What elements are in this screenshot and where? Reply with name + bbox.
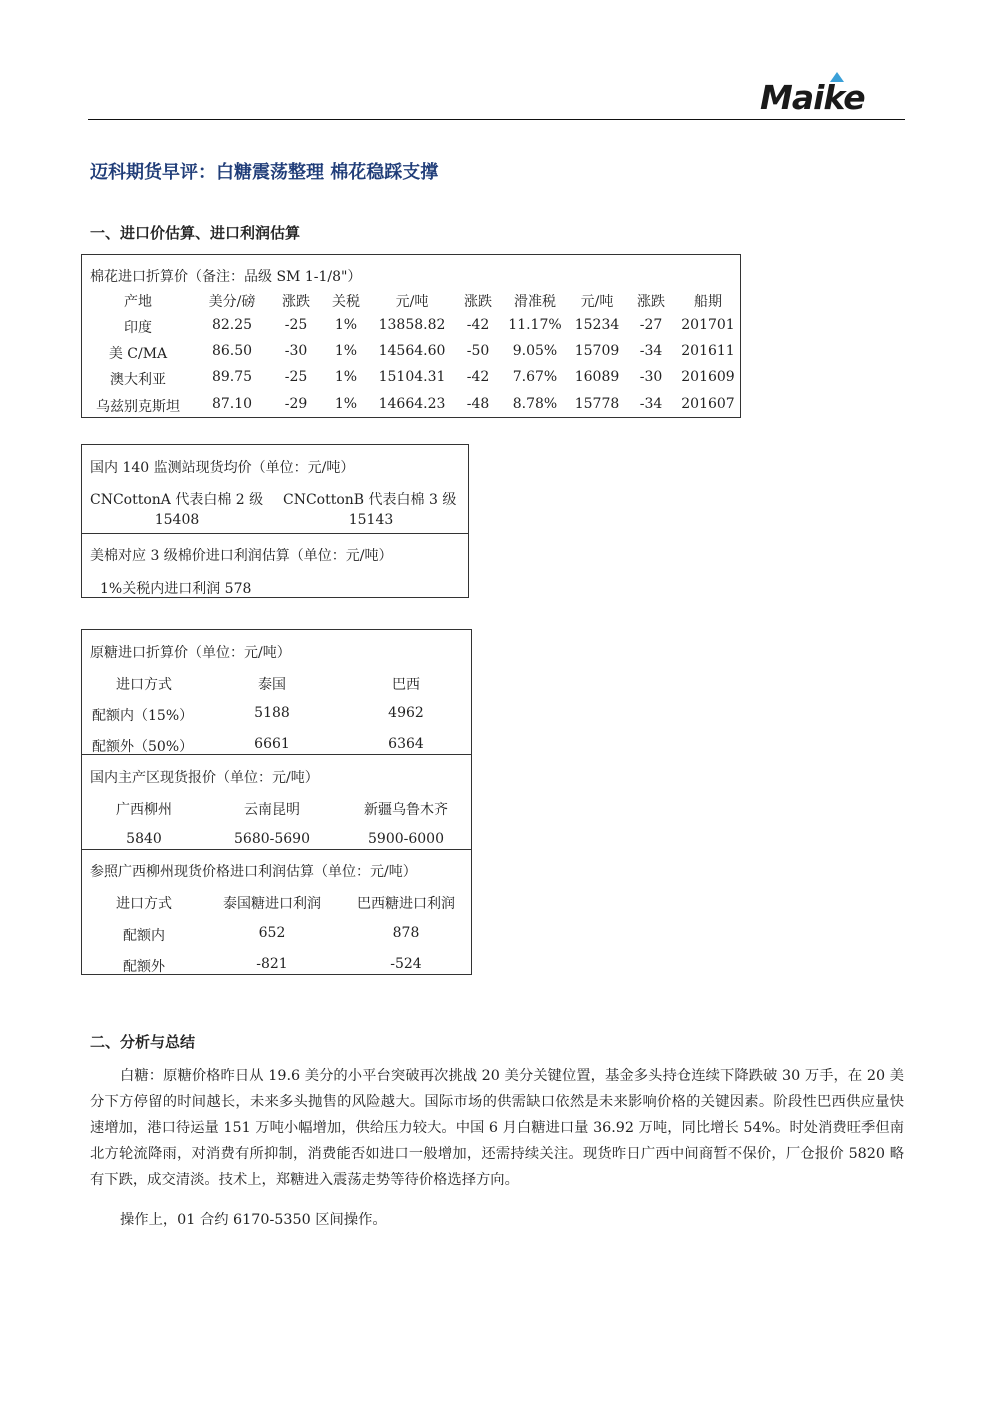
sugar-profit-caption: 参照广西柳州现货价格进口利润估算（单位：元/吨） xyxy=(90,864,417,880)
cotton-header-cell: 涨跌 xyxy=(637,294,665,310)
domestic-cotton-caption: 国内 140 监测站现货均价（单位：元/吨） xyxy=(90,460,355,476)
cotton-table-cell: 13858.82 xyxy=(378,317,446,333)
cotton-header-cell: 涨跌 xyxy=(282,294,310,310)
divider xyxy=(82,754,471,755)
sugar-import-box xyxy=(81,629,472,975)
sugar-row-value: 6364 xyxy=(388,736,424,752)
analysis-text xyxy=(90,1063,904,1233)
section1-heading: 一、进口价估算、进口利润估算 xyxy=(90,224,301,242)
cotton-table-cell: 15104.31 xyxy=(378,369,446,385)
cotton-header-cell: 关税 xyxy=(332,294,360,310)
cotton-table-cell: 82.25 xyxy=(211,317,253,333)
cotton-table-cell: 14664.23 xyxy=(378,396,446,412)
cotton-table-cell: 澳大利亚 xyxy=(110,372,166,388)
cotton-table-cell: 1% xyxy=(334,396,358,412)
spot-price: 5680-5690 xyxy=(234,831,310,847)
sugar-header-method: 进口方式 xyxy=(116,677,172,693)
sugar-row-value: 6661 xyxy=(254,736,290,752)
sugar-profit-value: -821 xyxy=(256,956,288,972)
cotton-table-cell: 1% xyxy=(334,343,358,359)
cotton-table-cell: 1% xyxy=(334,317,358,333)
sugar-spot-caption: 国内主产区现货报价（单位：元/吨） xyxy=(90,770,319,786)
cotton-table-cell: 15778 xyxy=(574,396,620,412)
sugar-profit-header: 巴西糖进口利润 xyxy=(357,896,455,912)
sugar-header-brazil: 巴西 xyxy=(392,677,420,693)
cotton-header-cell: 美分/磅 xyxy=(208,294,256,310)
cotton-table-cell: -30 xyxy=(639,369,663,385)
cotton-table-cell: 201611 xyxy=(681,343,735,359)
sugar-row-label: 配额内（15%） xyxy=(92,708,194,724)
domestic-cotton-box xyxy=(81,444,469,598)
sugar-row-value: 4962 xyxy=(388,705,424,721)
sugar-profit-label: 配额内 xyxy=(123,928,165,944)
sugar-row-value: 5188 xyxy=(254,705,290,721)
cotton-table-cell: -30 xyxy=(284,343,308,359)
cotton-table-cell: 86.50 xyxy=(211,343,253,359)
cotton-table-cell: -48 xyxy=(466,396,490,412)
cotton-table-cell: 印度 xyxy=(124,320,152,336)
cotton-table-cell: 201607 xyxy=(681,396,735,412)
cotton-header-cell: 滑准税 xyxy=(514,294,556,310)
cotton-table-cell: 15234 xyxy=(574,317,620,333)
cncotton-a-label: CNCottonA 代表白棉 2 级 xyxy=(90,492,264,508)
cotton-table-cell: 9.05% xyxy=(512,343,558,359)
analysis-paragraph-sugar: 白糖：原糖价格昨日从 19.6 美分的小平台突破再次挑战 20 美分关键位置，基金多头持仓连续下降跌破 30 万手，在 20 美分下方停留的时间越长，未来多头抛售的风险越大。国际市场的供需缺口依然是未来影响价格的关键因素。阶段性巴西供应量快速增加，港口待运量 151 万吨小幅增加，供给压力较大。中国 6 月白糖进口量 36.92 万吨，同比增长 54%。时处消费旺季但南北方轮流降雨，对消费有所抑制，消费能否如进口一般增加，还需持续关注。现货昨日广西中间商暂不保价，厂仓报价 5820 略有下跌，成交清淡。技术上，郑糖进入震荡走势等待价格选择方向。 xyxy=(90,1068,904,1188)
cotton-table-cell: 15709 xyxy=(574,343,620,359)
spot-region: 广西柳州 xyxy=(116,802,172,818)
cotton-table-cell: 87.10 xyxy=(211,396,253,412)
sugar-profit-value: 652 xyxy=(258,925,286,941)
sugar-header-thailand: 泰国 xyxy=(258,677,286,693)
sugar-profit-value: 878 xyxy=(392,925,420,941)
cotton-table-cell: -50 xyxy=(466,343,490,359)
cotton-table-cell: 8.78% xyxy=(512,396,558,412)
section2-heading: 二、分析与总结 xyxy=(90,1033,196,1051)
cotton-header-cell: 船期 xyxy=(694,294,722,310)
cotton-table-cell: 89.75 xyxy=(211,369,253,385)
cotton-table-cell: 201609 xyxy=(681,369,735,385)
cotton-table-cell: 7.67% xyxy=(512,369,558,385)
cotton-table-cell: -25 xyxy=(284,317,308,333)
divider xyxy=(82,849,471,850)
cncotton-a-value: 15408 xyxy=(154,512,200,528)
cotton-header-cell: 涨跌 xyxy=(464,294,492,310)
cotton-table-cell: -34 xyxy=(639,343,663,359)
page-title: 迈科期货早评：白糖震荡整理 棉花稳踩支撑 xyxy=(90,162,439,183)
cotton-table-cell: 乌兹别克斯坦 xyxy=(96,399,180,415)
cotton-import-caption: 棉花进口折算价（备注：品级 SM 1-1/8"） xyxy=(90,269,362,285)
sugar-import-caption: 原糖进口折算价（单位：元/吨） xyxy=(90,645,291,661)
cotton-profit-line: 1%关税内进口利润 578 xyxy=(100,581,252,597)
sugar-profit-header: 进口方式 xyxy=(116,896,172,912)
cncotton-b-value: 15143 xyxy=(348,512,394,528)
cotton-table-cell: 14564.60 xyxy=(378,343,446,359)
cotton-table-cell: -42 xyxy=(466,369,490,385)
cotton-table-cell: -42 xyxy=(466,317,490,333)
cotton-header-cell: 元/吨 xyxy=(395,294,429,310)
analysis-paragraph-operation: 操作上，01 合约 6170-5350 区间操作。 xyxy=(120,1212,387,1228)
cotton-header-cell: 元/吨 xyxy=(580,294,614,310)
cotton-table-cell: -27 xyxy=(639,317,663,333)
cotton-import-table xyxy=(81,254,741,418)
cotton-table-cell: -34 xyxy=(639,396,663,412)
sugar-profit-label: 配额外 xyxy=(123,959,165,975)
spot-price: 5900-6000 xyxy=(368,831,444,847)
spot-region: 云南昆明 xyxy=(244,802,300,818)
cotton-table-cell: -25 xyxy=(284,369,308,385)
divider xyxy=(82,533,468,534)
cotton-header-cell: 产地 xyxy=(124,294,152,310)
cotton-table-cell: 11.17% xyxy=(508,317,562,333)
cotton-table-cell: 201701 xyxy=(681,317,735,333)
cotton-table-cell: 美 C/MA xyxy=(108,346,168,362)
spot-price: 5840 xyxy=(126,831,162,847)
sugar-row-label: 配额外（50%） xyxy=(92,739,194,755)
spot-region: 新疆乌鲁木齐 xyxy=(364,802,448,818)
cotton-table-cell: 1% xyxy=(334,369,358,385)
cotton-table-cell: -29 xyxy=(284,396,308,412)
sugar-profit-header: 泰国糖进口利润 xyxy=(223,896,321,912)
cotton-profit-caption: 美棉对应 3 级棉价进口利润估算（单位：元/吨） xyxy=(90,548,393,564)
header-rule xyxy=(88,119,905,120)
logo-text: Maike xyxy=(760,78,865,117)
sugar-profit-value: -524 xyxy=(390,956,422,972)
cncotton-b-label: CNCottonB 代表白棉 3 级 xyxy=(283,492,457,508)
maike-logo xyxy=(760,72,895,118)
cotton-table-cell: 16089 xyxy=(574,369,620,385)
